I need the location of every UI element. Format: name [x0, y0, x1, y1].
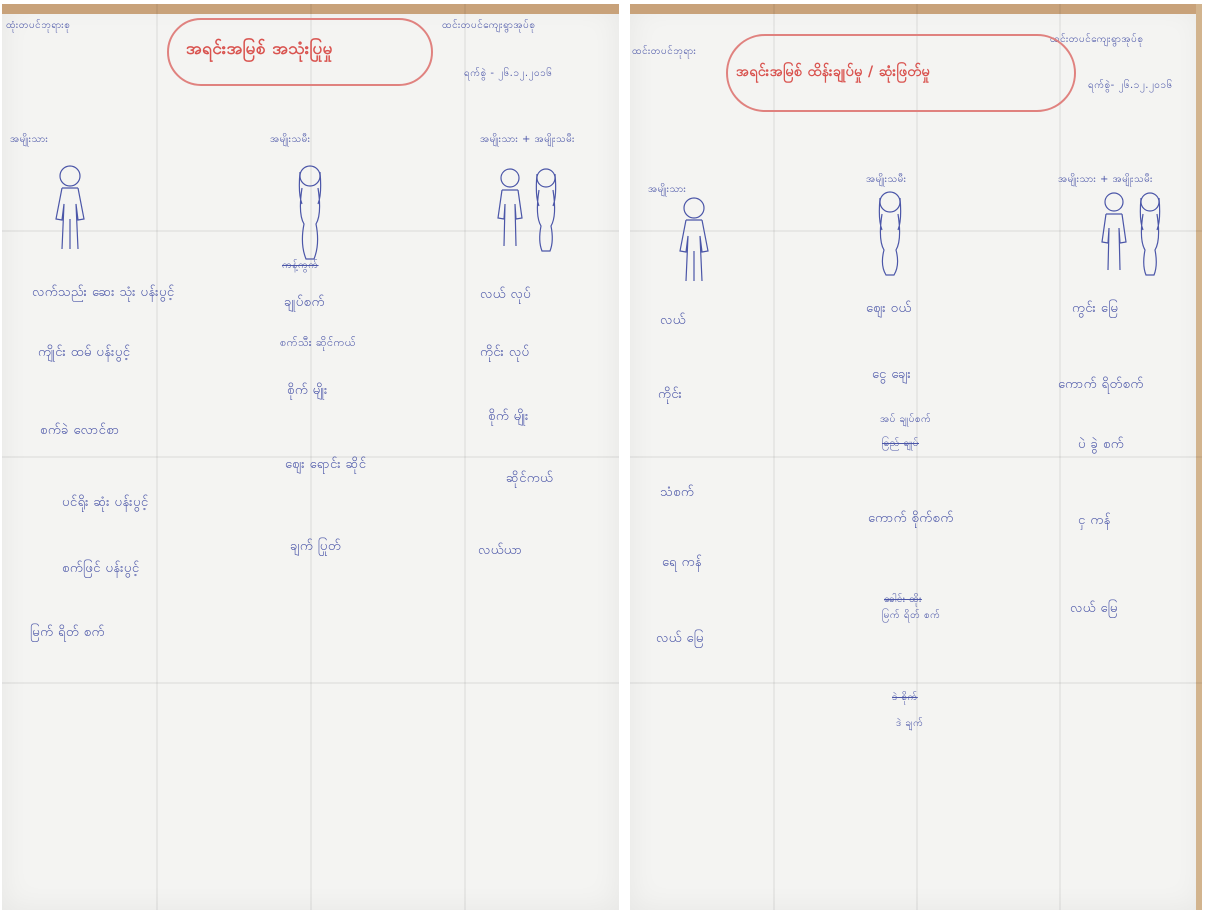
column-header-both: အမျိုးသား + အမျိုးသမီး: [1058, 174, 1153, 185]
women-item: ဒဲ ချက်: [896, 718, 924, 729]
women-item: ဈေး ဝယ်: [866, 301, 912, 316]
flipchart-sheet-right: [630, 4, 1202, 910]
men-item: ပင်ရိုး ဆုံး ပန်းပွင့်: [62, 495, 149, 510]
struck-item: ခြည် ချုပ်: [882, 438, 919, 449]
women-item: ချုပ်စက်: [284, 295, 325, 310]
struck-item: ဒဲ စိုက်: [892, 692, 918, 703]
women-item: စိုက် မျိုး: [287, 383, 328, 398]
men-item: ရေ ကန်: [662, 555, 703, 570]
women-item: မြက် ရိတ် စက်: [882, 610, 941, 621]
both-item: ကောက် ရိတ်စက်: [1058, 377, 1144, 392]
struck-item: ခေါင်း ထိုး: [884, 594, 922, 605]
women-item: ချက် ပြုတ်: [290, 539, 341, 554]
men-item: သံစက်: [660, 485, 695, 500]
flipchart-sheet-left: [2, 4, 619, 910]
men-item: စက်ဖြင် ပန်းပွင့်: [62, 561, 140, 576]
fold-line: [2, 682, 619, 684]
column-header-men: အမျိုးသား: [10, 134, 49, 145]
column-header-women: အမျိုးသမီး: [866, 174, 907, 185]
women-item: စက်သီး ဆိုင်ကယ်: [280, 336, 357, 349]
man-and-woman-figure-icon: [492, 166, 572, 256]
man-figure-icon: [674, 196, 714, 286]
men-item: လက်သည်း ဆေး သုံး ပန်းပွင့်: [32, 285, 175, 300]
both-item: စိုက် မျိုး: [488, 409, 529, 424]
column-header-men: အမျိုးသား: [648, 184, 687, 195]
woman-figure-icon: [290, 164, 330, 264]
sheet-title: အရင်းအမြစ် ထိန်းချုပ်မှု / ဆုံးဖြတ်မှု: [736, 64, 931, 80]
women-item: ငွေ ချေး: [872, 367, 912, 382]
date-label: ရက်စွဲ - ၂၆.၁၂.၂၀၁၆: [464, 68, 553, 79]
village-tract-name: ထင်းတပင်ကျေးရွာအုပ်စု: [442, 20, 536, 31]
village-name: ထုံးတပင်ဘုရားစု: [6, 20, 71, 31]
men-item: ကိုင်း: [658, 387, 683, 402]
woman-figure-icon: [870, 190, 910, 280]
men-item: မြက် ရိတ် စက်: [30, 625, 105, 640]
both-item: လယ် မြေ: [1070, 601, 1118, 616]
column-header-women: အမျိုးသမီး: [270, 134, 311, 145]
column-header-both: အမျိုးသား + အမျိုးသမီး: [480, 134, 575, 145]
man-and-woman-figure-icon: [1096, 190, 1176, 280]
fold-line: [630, 456, 1202, 458]
village-tract-name: ထင်းတပင်ကျေးရွာအုပ်စု: [1050, 34, 1144, 45]
village-name: ထင်းတပင်ဘုရား: [632, 46, 697, 57]
both-item: ကွင်း မြေ: [1072, 301, 1119, 316]
date-label: ရက်စွဲ- ၂၆.၁၂.၂၀၁၆: [1088, 80, 1173, 91]
both-item: လယ်ယာ: [478, 543, 523, 558]
both-item: ကိုင်း လုပ်: [480, 345, 530, 360]
sheet-title: အရင်းအမြစ် အသုံးပြုမှု: [186, 39, 333, 59]
both-item: ငှ ကန်: [1078, 513, 1111, 528]
men-item: လယ် မြေ: [656, 631, 704, 646]
fold-line: [630, 682, 1202, 684]
men-item: စက်ခဲ လောင်စာ: [40, 423, 120, 438]
women-item: အပ် ချုပ်စက်: [880, 414, 932, 425]
both-item: ဆိုင်ကယ်: [506, 471, 554, 486]
both-item: လယ် လုပ်: [480, 287, 532, 302]
men-item: လယ်: [660, 313, 686, 328]
both-item: ပဲ ခွဲ စက်: [1078, 437, 1125, 452]
women-item: ဈေး ရောင်း ဆိုင်: [285, 457, 367, 472]
men-item: ကျိုင်း ထမ် ပန်းပွင့်: [38, 345, 131, 360]
women-item: ကောက် စိုက်စက်: [868, 511, 954, 526]
man-figure-icon: [50, 164, 90, 254]
struck-item: ကန့်ကွက်: [282, 260, 319, 271]
